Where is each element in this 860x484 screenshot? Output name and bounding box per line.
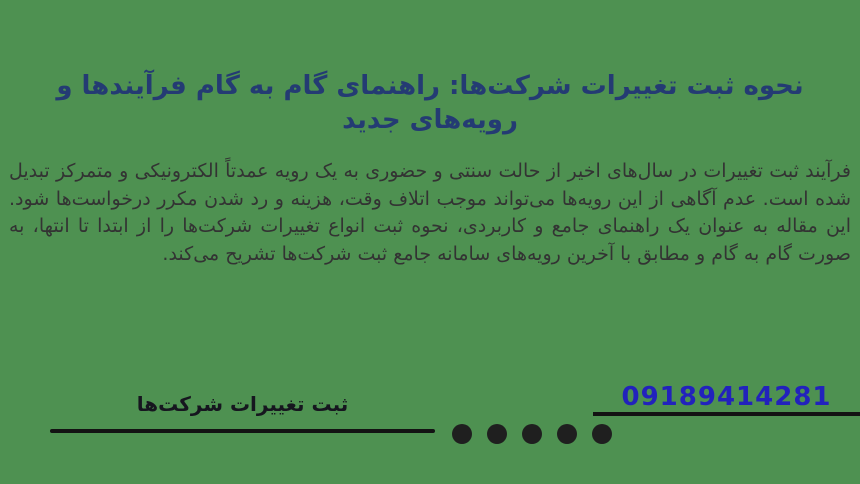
- phone-underline: [593, 412, 860, 416]
- separator-dot: [522, 424, 542, 444]
- separator-dots: [452, 424, 612, 444]
- footer-service-block: [50, 391, 435, 433]
- separator-dot: [487, 424, 507, 444]
- service-label: ثبت تغییرات شرکت‌ها: [136, 392, 349, 416]
- separator-dot: [592, 424, 612, 444]
- intro-paragraph: فرآیند ثبت تغییرات در سال‌های اخیر از حالت سنتی و حضوری به یک رویه عمدتاً الکترونیکی و متمرکز تبدیل شده است. عدم آگاهی از این رویه‌ها می‌تواند موجب اتلاف وقت، هزینه و رد شدن مکرر درخواست‌ها شود. این مقاله به عنوان یک راهنمای جامع و کاربردی، نحوه ثبت انواع تغییرات شرکت‌ها را از ابتدا تا انتها، به صورت گام به گام و مطابق با آخرین رویه‌های سامانه جامع ثبت شرکت‌ها تشریح می‌کند.: [9, 160, 851, 265]
- page-title: نحوه ثبت تغییرات شرکت‌ها: راهنمای گام به گام فرآیندها و رویه‌های جدید: [56, 71, 804, 136]
- separator-dot: [452, 424, 472, 444]
- footer-phone-block: [593, 384, 860, 416]
- service-underline: [50, 429, 435, 433]
- separator-dot: [557, 424, 577, 444]
- phone-number: 09189414281: [621, 382, 832, 412]
